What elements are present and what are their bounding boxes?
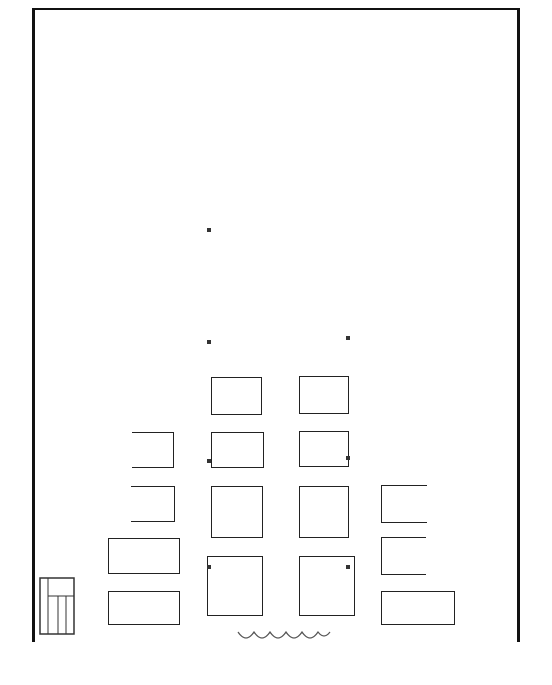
zone-t07[interactable] <box>131 486 175 522</box>
zone-t11[interactable] <box>108 538 180 574</box>
zone-t10[interactable] <box>381 485 427 523</box>
zone-t15[interactable] <box>108 591 180 625</box>
zone-t08[interactable] <box>211 486 263 538</box>
zone-t12[interactable] <box>207 556 263 616</box>
marker-dot <box>207 459 211 463</box>
zone-t05[interactable] <box>211 432 264 468</box>
stair-icon <box>38 576 78 638</box>
zone-t02[interactable] <box>299 376 349 414</box>
zone-t09[interactable] <box>299 486 349 538</box>
zone-t01-lower[interactable] <box>381 537 426 575</box>
zone-t06[interactable] <box>299 431 349 467</box>
marker-dot <box>207 340 211 344</box>
zone-t03[interactable] <box>132 432 174 468</box>
marker-dot <box>207 228 211 232</box>
zone-t01-upper[interactable] <box>211 377 262 415</box>
marker-dot <box>207 565 211 569</box>
marker-dot <box>346 456 350 460</box>
zone-t16[interactable] <box>381 591 455 625</box>
main-entrance-icon <box>236 630 332 648</box>
marker-dot <box>346 336 350 340</box>
marker-dot <box>346 565 350 569</box>
exhibition-hall-outline <box>32 8 520 642</box>
